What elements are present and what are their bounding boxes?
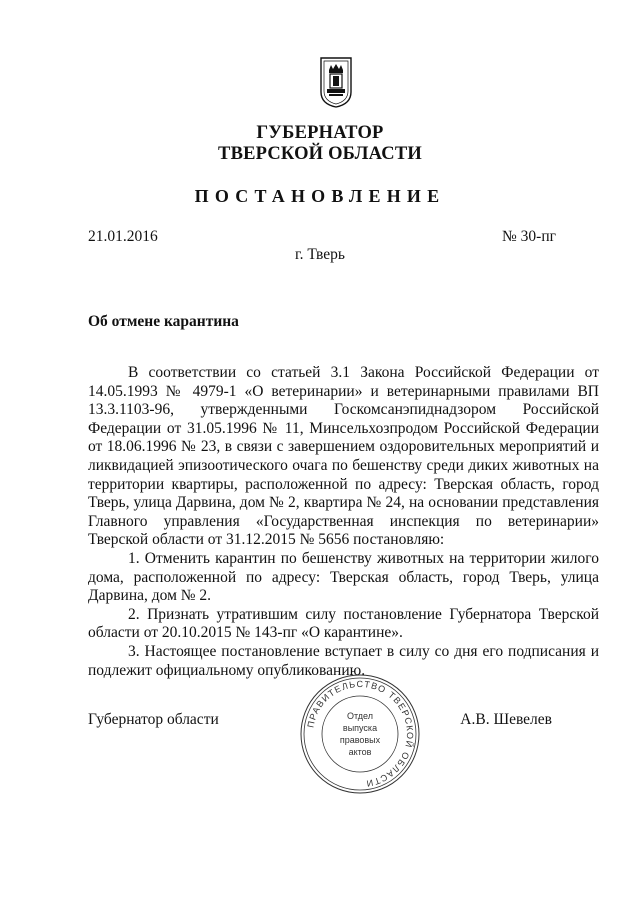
body-preamble: В соответствии со статьей 3.1 Закона Российской Федерации от 14.05.1993 № 4979-1 «О ветеринарии» и ветеринарными правилами ВП 13.3.1103-96, утвержденными Госкомсанэпиднадзором Российской Федерации от 31.05.1996 № 11, Минсельхозпродом Российской Федерации от 18.06.1996 № 23, в связи с завершением оздоровительных мероприятий и ликвидацией эпизоотического очага по бешенству среди диких животных на территории квартиры, расположенной по адресу: Тверская область, город Тверь, улица Дарвина, дом № 2, квартира № 24, на основании представления Главного управления «Государственная инспекция по ветеринарии» Тверской области от 31.12.2015 № 5656 постановляю:	[88, 364, 599, 549]
document-type: ПОСТАНОВЛЕНИЕ	[194, 186, 446, 206]
document-city: г. Тверь	[295, 246, 345, 263]
document-subject: Об отмене карантина	[88, 313, 239, 330]
body-item-2: 2. Признать утратившим силу постановление Губернатора Тверской области от 20.10.2015 № 143-пг «О карантине».	[88, 605, 599, 642]
official-stamp	[299, 673, 421, 795]
signer-title: Губернатор области	[88, 711, 219, 728]
signer-name: А.В. Шевелев	[460, 711, 552, 728]
issuer-title: ГУБЕРНАТОР	[256, 123, 384, 143]
stamp-line-3: правовых	[339, 735, 381, 745]
body-item-3: 3. Настоящее постановление вступает в силу со дня его подписания и подлежит официальному опубликованию.	[88, 642, 599, 679]
document-body	[88, 364, 599, 680]
document-number: № 30-пг	[502, 228, 556, 245]
issuer-region: ТВЕРСКОЙ ОБЛАСТИ	[218, 144, 422, 164]
stamp-line-4: актов	[348, 747, 372, 757]
stamp-line-1: Отдел	[346, 711, 374, 721]
coat-of-arms-icon	[319, 56, 353, 108]
stamp-ring-text: ПРАВИТЕЛЬСТВО ТВЕРСКОЙ ОБЛАСТИ	[305, 678, 416, 789]
document-date: 21.01.2016	[88, 228, 158, 245]
body-item-1: 1. Отменить карантин по бешенству животных на территории жилого дома, расположенной по адресу: Тверская область, город Тверь, улица Дарвина, дом № 2.	[88, 549, 599, 605]
stamp-line-2: выпуска	[342, 723, 378, 733]
